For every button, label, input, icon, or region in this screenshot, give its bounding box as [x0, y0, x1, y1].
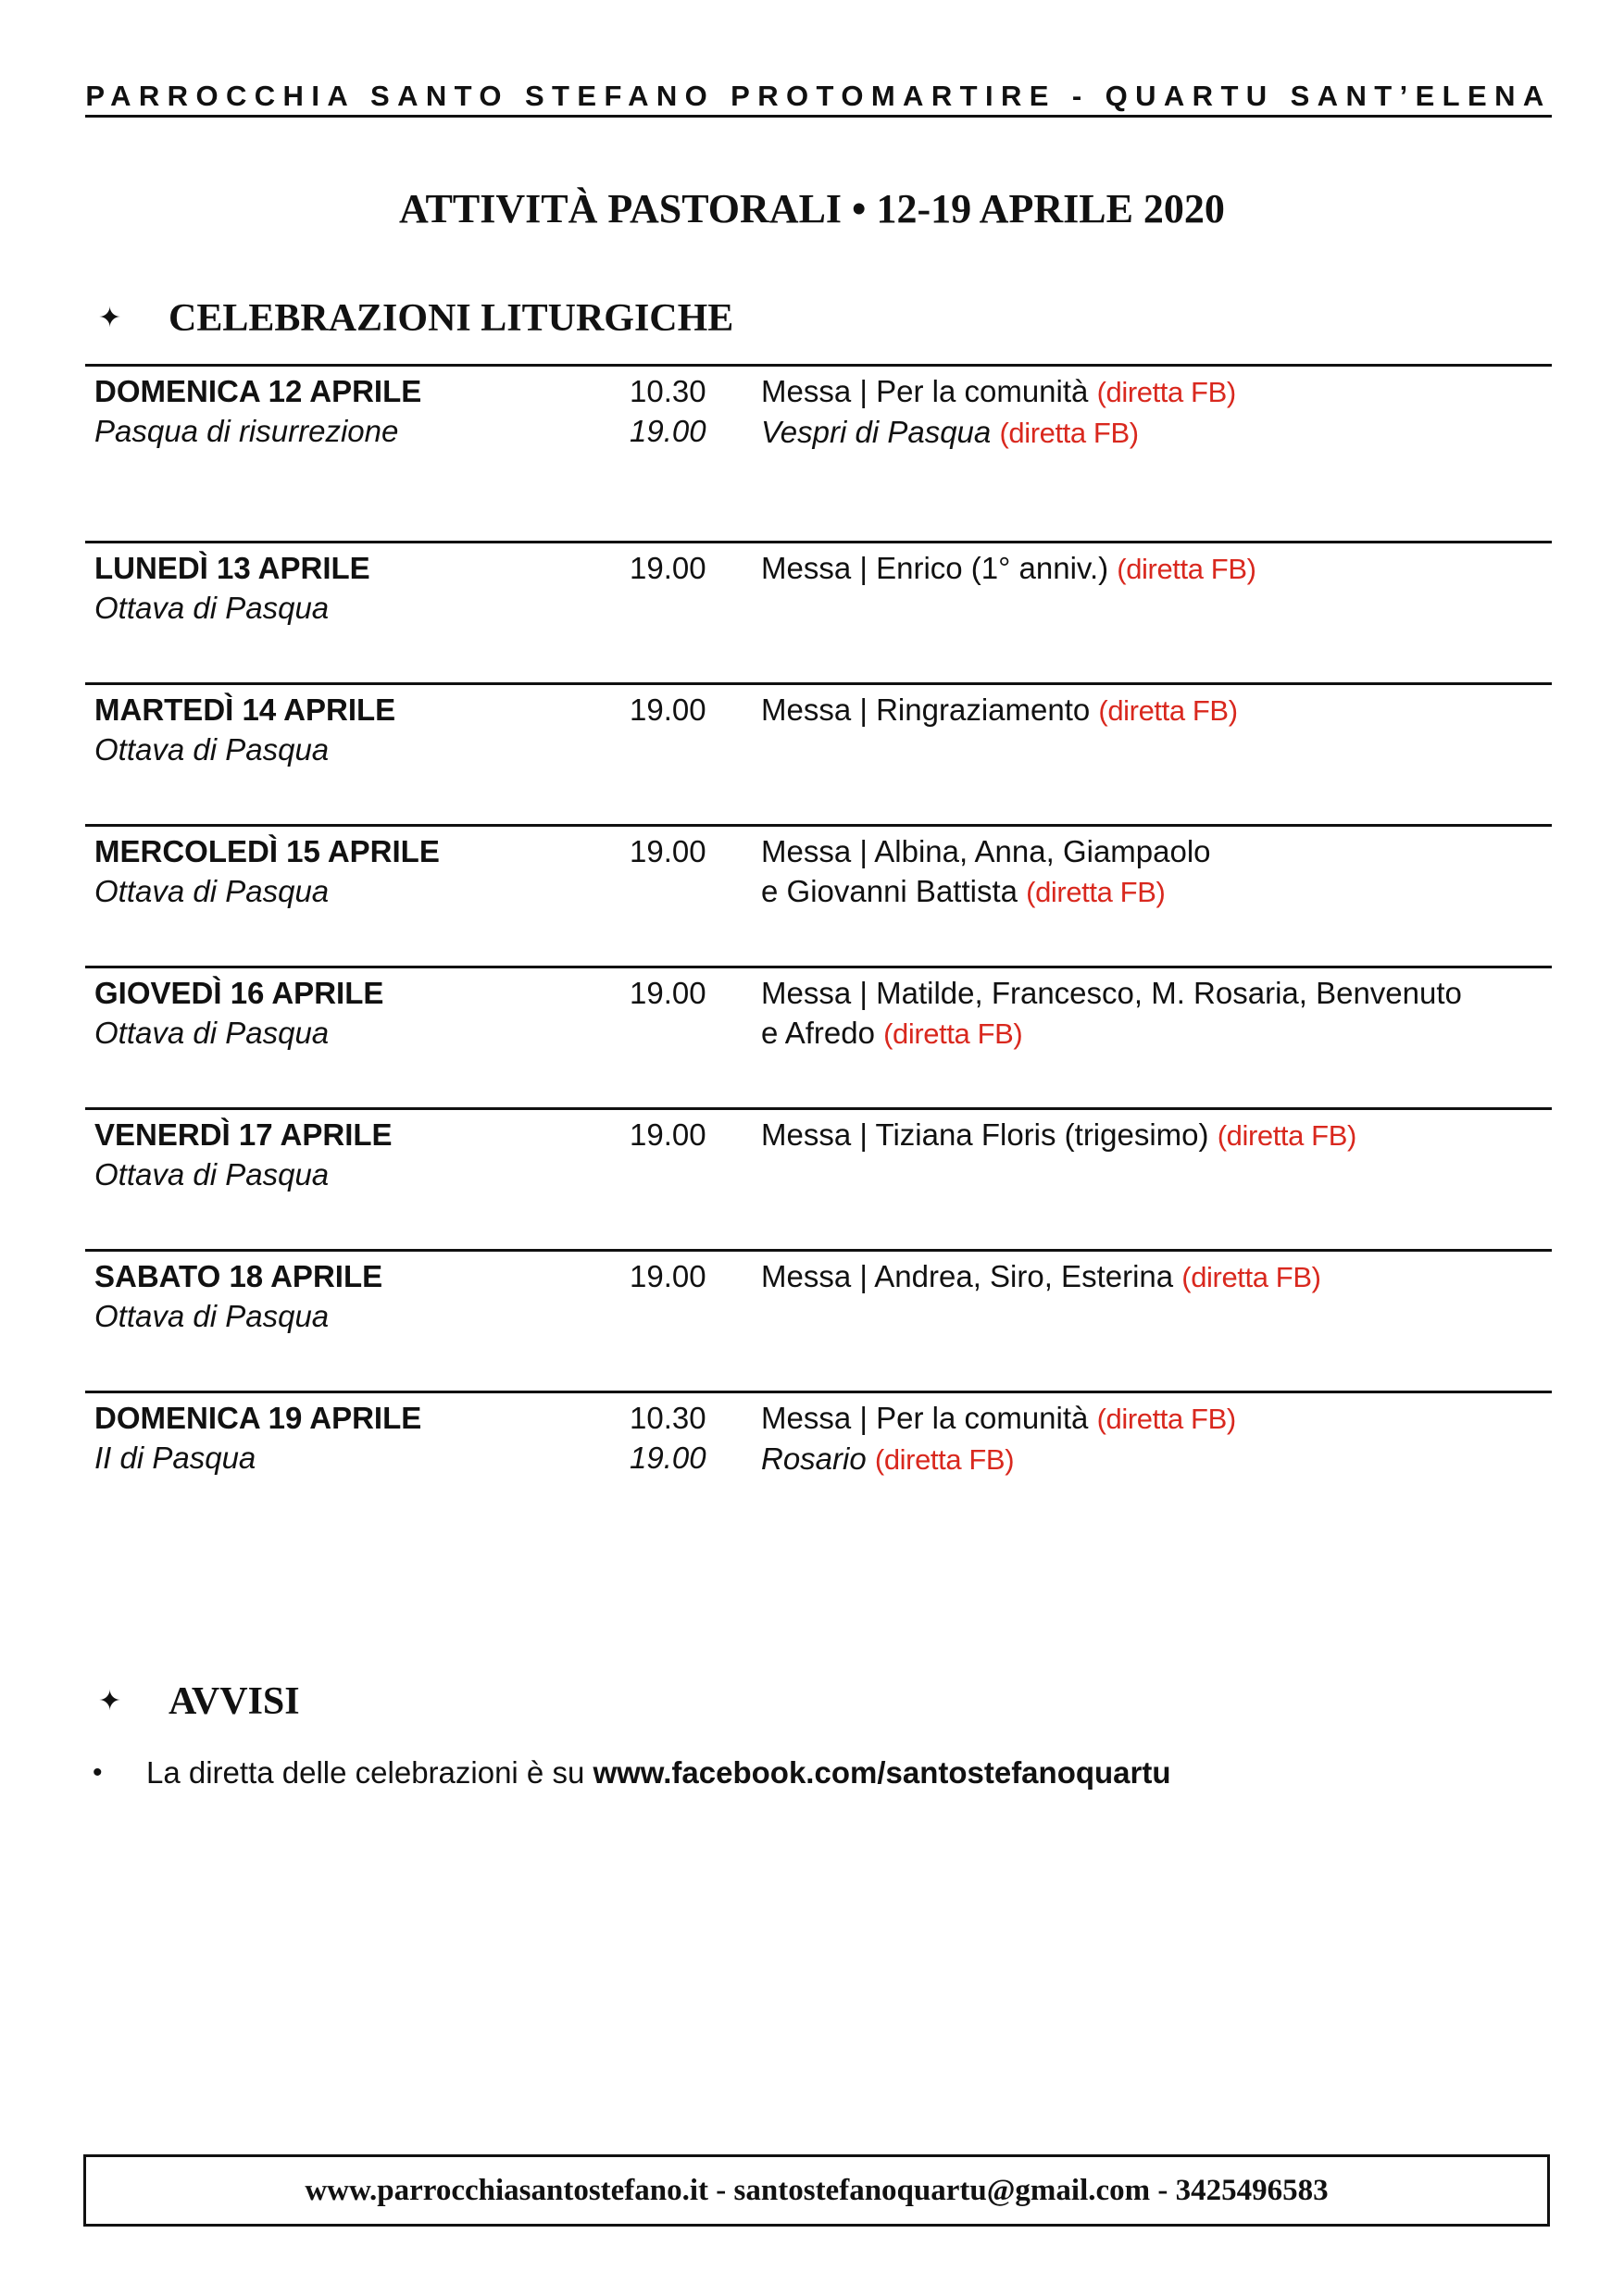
live-fb-label: (diretta FB) [1096, 376, 1236, 408]
row-time: 10.30 [630, 1401, 706, 1435]
row-times [630, 371, 706, 451]
row-day: MARTEDÌ 14 APRILE [94, 693, 396, 727]
row-event [761, 548, 1557, 589]
row-times [630, 973, 706, 1013]
live-fb-label: (diretta FB) [1117, 553, 1256, 585]
row-time: 19.00 [630, 1259, 706, 1293]
event-text: Rosario [761, 1441, 867, 1476]
section-avvisi-heading [98, 1674, 300, 1729]
event-text: Messa | Per la comunità [761, 1401, 1089, 1435]
footer-contact-box [83, 2154, 1550, 2227]
row-occasion: II di Pasqua [94, 1441, 256, 1475]
row-time: 19.00 [630, 693, 706, 727]
row-time: 19.00 [630, 1441, 706, 1475]
row-times [630, 831, 706, 871]
event-text: Messa | Enrico (1° anniv.) [761, 551, 1109, 585]
row-time: 19.00 [630, 551, 706, 585]
row-events [761, 1115, 1557, 1155]
row-day: SABATO 18 APRILE [94, 1259, 383, 1293]
schedule-row-thursday-16 [85, 966, 1552, 1050]
live-fb-label: (diretta FB) [883, 1017, 1023, 1050]
row-event [761, 1115, 1557, 1155]
facebook-link[interactable]: www.facebook.com/santostefanoquartu [593, 1755, 1171, 1790]
row-occasion: Pasqua di risurrezione [94, 414, 399, 448]
row-occasion: Ottava di Pasqua [94, 1157, 330, 1192]
bullet-icon: • [93, 1757, 103, 1788]
header-divider [85, 115, 1552, 118]
schedule-row-saturday-18 [85, 1249, 1552, 1333]
event-text: Messa | Matilde, Francesco, M. Rosaria, Benvenuto [761, 976, 1462, 1010]
row-times [630, 690, 706, 730]
row-occasion: Ottava di Pasqua [94, 732, 330, 767]
section-celebrations-title: CELEBRAZIONI LITURGICHE [169, 297, 734, 340]
row-events [761, 690, 1557, 730]
row-event [761, 1439, 1557, 1479]
row-times [630, 548, 706, 588]
row-time: 19.00 [630, 834, 706, 868]
row-day: VENERDÌ 17 APRILE [94, 1117, 393, 1152]
avvisi-item-text: La diretta delle celebrazioni è su [146, 1755, 593, 1790]
row-day: DOMENICA 12 APRILE [94, 374, 422, 408]
live-fb-label: (diretta FB) [1098, 694, 1238, 727]
row-time: 10.30 [630, 374, 706, 408]
row-time: 19.00 [630, 414, 706, 448]
row-occasion: Ottava di Pasqua [94, 874, 330, 908]
row-events [761, 831, 1557, 912]
row-day: LUNEDÌ 13 APRILE [94, 551, 370, 585]
row-events [761, 1398, 1557, 1479]
row-events [761, 973, 1557, 1054]
row-occasion: Ottava di Pasqua [94, 591, 330, 625]
row-occasion: Ottava di Pasqua [94, 1016, 330, 1050]
schedule-row-monday-13 [85, 541, 1552, 625]
row-event [761, 690, 1557, 730]
parish-header: PARROCCHIA SANTO STEFANO PROTOMARTIRE - QUARTU SANT’ELENA [85, 80, 1552, 112]
four-point-star-icon: ✦ [98, 303, 122, 333]
row-events [761, 371, 1557, 453]
live-fb-label: (diretta FB) [1096, 1403, 1236, 1435]
event-text: Messa | Per la comunità [761, 374, 1089, 408]
event-text: Messa | Albina, Anna, Giampaolo [761, 834, 1211, 868]
event-text: Vespri di Pasqua [761, 415, 992, 449]
page-title: ATTIVITÀ PASTORALI • 12-19 APRILE 2020 [399, 186, 1225, 231]
footer-contact-text: www.parrocchiasantostefano.it - santostefanoquartu@gmail.com - 3425496583 [305, 2174, 1329, 2207]
row-event [761, 1256, 1557, 1297]
row-time: 19.00 [630, 1117, 706, 1152]
live-fb-label: (diretta FB) [1026, 876, 1166, 908]
schedule-row-sunday-12 [85, 364, 1552, 449]
event-text: e Giovanni Battista [761, 874, 1018, 908]
schedule-row-tuesday-14 [85, 682, 1552, 767]
row-times [630, 1398, 706, 1478]
event-text: Messa | Tiziana Floris (trigesimo) [761, 1117, 1209, 1152]
schedule-row-friday-17 [85, 1107, 1552, 1192]
row-event-continuation [761, 871, 1557, 912]
event-text: Messa | Andrea, Siro, Esterina [761, 1259, 1174, 1293]
row-event [761, 412, 1557, 453]
avvisi-list-item [93, 1751, 1171, 1795]
row-events [761, 548, 1557, 589]
row-day: GIOVEDÌ 16 APRILE [94, 976, 384, 1010]
live-fb-label: (diretta FB) [874, 1443, 1015, 1476]
four-point-star-icon: ✦ [98, 1686, 122, 1716]
live-fb-label: (diretta FB) [1217, 1119, 1356, 1152]
row-event [761, 1398, 1557, 1439]
section-celebrations-heading [98, 291, 733, 346]
event-text: Messa | Ringraziamento [761, 693, 1091, 727]
event-text: e Afredo [761, 1016, 875, 1050]
schedule-row-sunday-19 [85, 1391, 1552, 1476]
row-day: MERCOLEDÌ 15 APRILE [94, 834, 440, 868]
row-time: 19.00 [630, 976, 706, 1010]
row-times [630, 1115, 706, 1154]
row-occasion: Ottava di Pasqua [94, 1299, 330, 1333]
row-day: DOMENICA 19 APRILE [94, 1401, 422, 1435]
live-fb-label: (diretta FB) [1181, 1261, 1321, 1293]
section-avvisi-title: AVVISI [169, 1680, 300, 1723]
live-fb-label: (diretta FB) [999, 417, 1139, 449]
row-event-continuation [761, 1013, 1557, 1054]
schedule-row-wednesday-15 [85, 824, 1552, 908]
row-times [630, 1256, 706, 1296]
row-events [761, 1256, 1557, 1297]
row-event [761, 371, 1557, 412]
